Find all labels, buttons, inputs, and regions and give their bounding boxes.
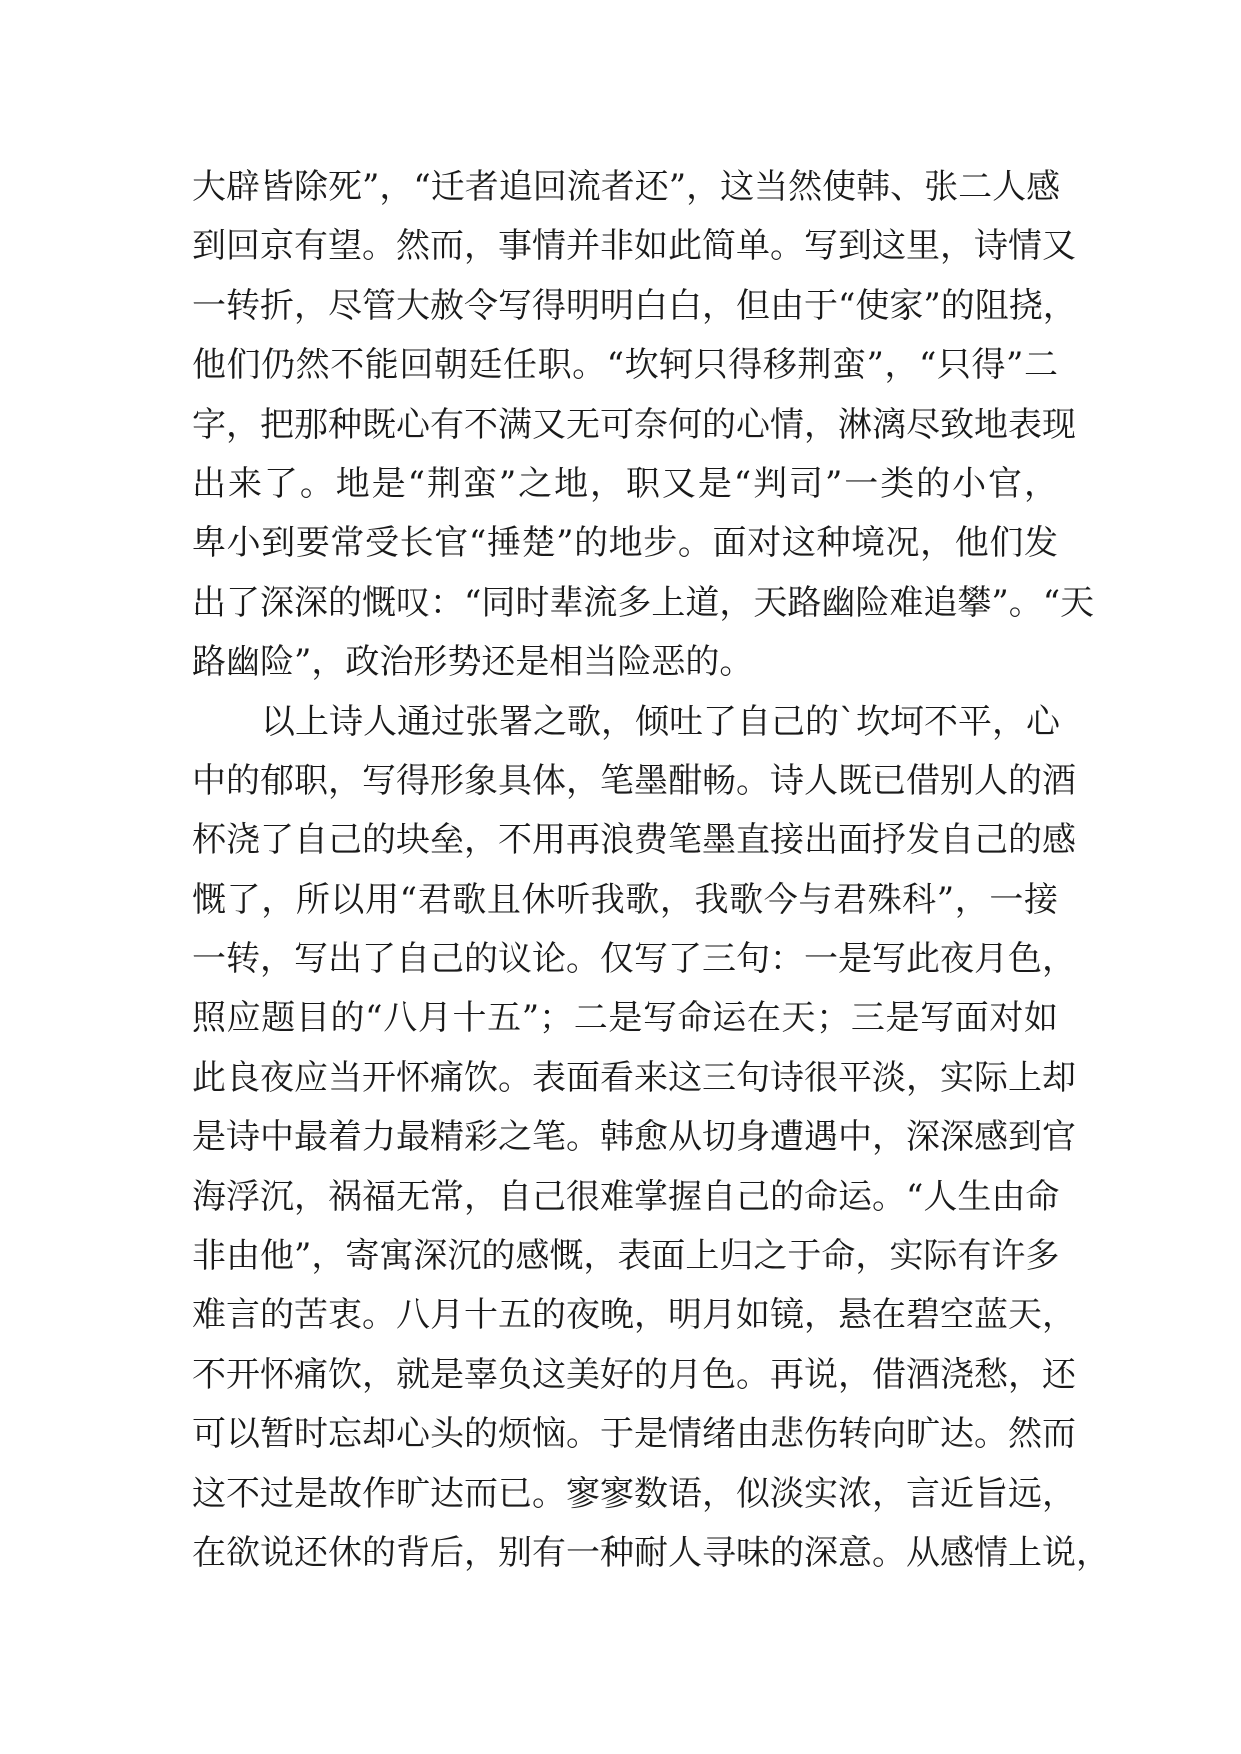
- text-line: 卑小到要常受长官“捶楚”的地步。面对这种境况，他们发: [192, 523, 1058, 564]
- text-line: 难言的苦衷。八月十五的夜晚，明月如镜，悬在碧空蓝天，: [192, 1295, 1076, 1336]
- text-line: 到回京有望。然而，事情并非如此简单。写到这里，诗情又: [192, 226, 1076, 267]
- text-line: 照应题目的“八月十五”；二是写命运在天；三是写面对如: [192, 998, 1058, 1039]
- text-line: 此良夜应当开怀痛饮。表面看来这三句诗很平淡，实际上却: [192, 1057, 1076, 1098]
- text-line: 慨了，所以用“君歌且休听我歌，我歌今与君殊科”，一接: [192, 879, 1058, 920]
- paragraph-end-line: 路幽险”，政治形势还是相当险恶的。: [192, 642, 754, 683]
- text-line: 中的郁职，写得形象具体，笔墨酣畅。诗人既已借别人的酒: [192, 760, 1076, 801]
- text-line: 大辟皆除死”，“迁者追回流者还”，这当然使韩、张二人感: [192, 167, 1061, 207]
- text-line: 一转，写出了自己的议论。仅写了三句：一是写此夜月色，: [192, 939, 1076, 980]
- text-line: 字，把那种既心有不满又无可奈何的心情，淋漓尽致地表现: [192, 404, 1076, 445]
- text-line: 这不过是故作旷达而已。寥寥数语，似淡实浓，言近旨远，: [192, 1473, 1076, 1514]
- text-line: 是诗中最着力最精彩之笔。韩愈从切身遭遇中，深深感到官: [192, 1117, 1076, 1158]
- text-line: 出来了。地是“荆蛮”之地，职又是“判司”一类的小官，: [192, 463, 1058, 504]
- text-line: 不开怀痛饮，就是辜负这美好的月色。再说，借酒浇愁，还: [192, 1354, 1076, 1395]
- text-line: 杯浇了自己的块垒，不用再浪费笔墨直接出面抒发自己的感: [192, 820, 1076, 861]
- body-text: [192, 158, 1110, 1583]
- text-line: 出了深深的慨叹：“同时辈流多上道，天路幽险难追攀”。“天: [192, 582, 1095, 623]
- text-line: 在欲说还休的背后，别有一种耐人寻味的深意。从感情上说，: [192, 1532, 1110, 1573]
- text-line: 他们仍然不能回朝廷任职。“坎轲只得移荆蛮”，“只得”二: [192, 345, 1058, 386]
- text-line: 可以暂时忘却心头的烦恼。于是情绪由悲伤转向旷达。然而: [192, 1414, 1076, 1455]
- text-line: 海浮沉，祸福无常，自己很难掌握自己的命运。“人生由命: [192, 1176, 1060, 1217]
- text-line: 一转折，尽管大赦令写得明明白白，但由于“使家”的阻挠，: [192, 285, 1077, 326]
- paragraph-first-line: 以上诗人通过张署之歌，倾吐了自己的`坎坷不平，心: [261, 701, 1060, 742]
- text-line: 非由他”，寄寓深沉的感慨，表面上归之于命，实际有许多: [192, 1236, 1060, 1277]
